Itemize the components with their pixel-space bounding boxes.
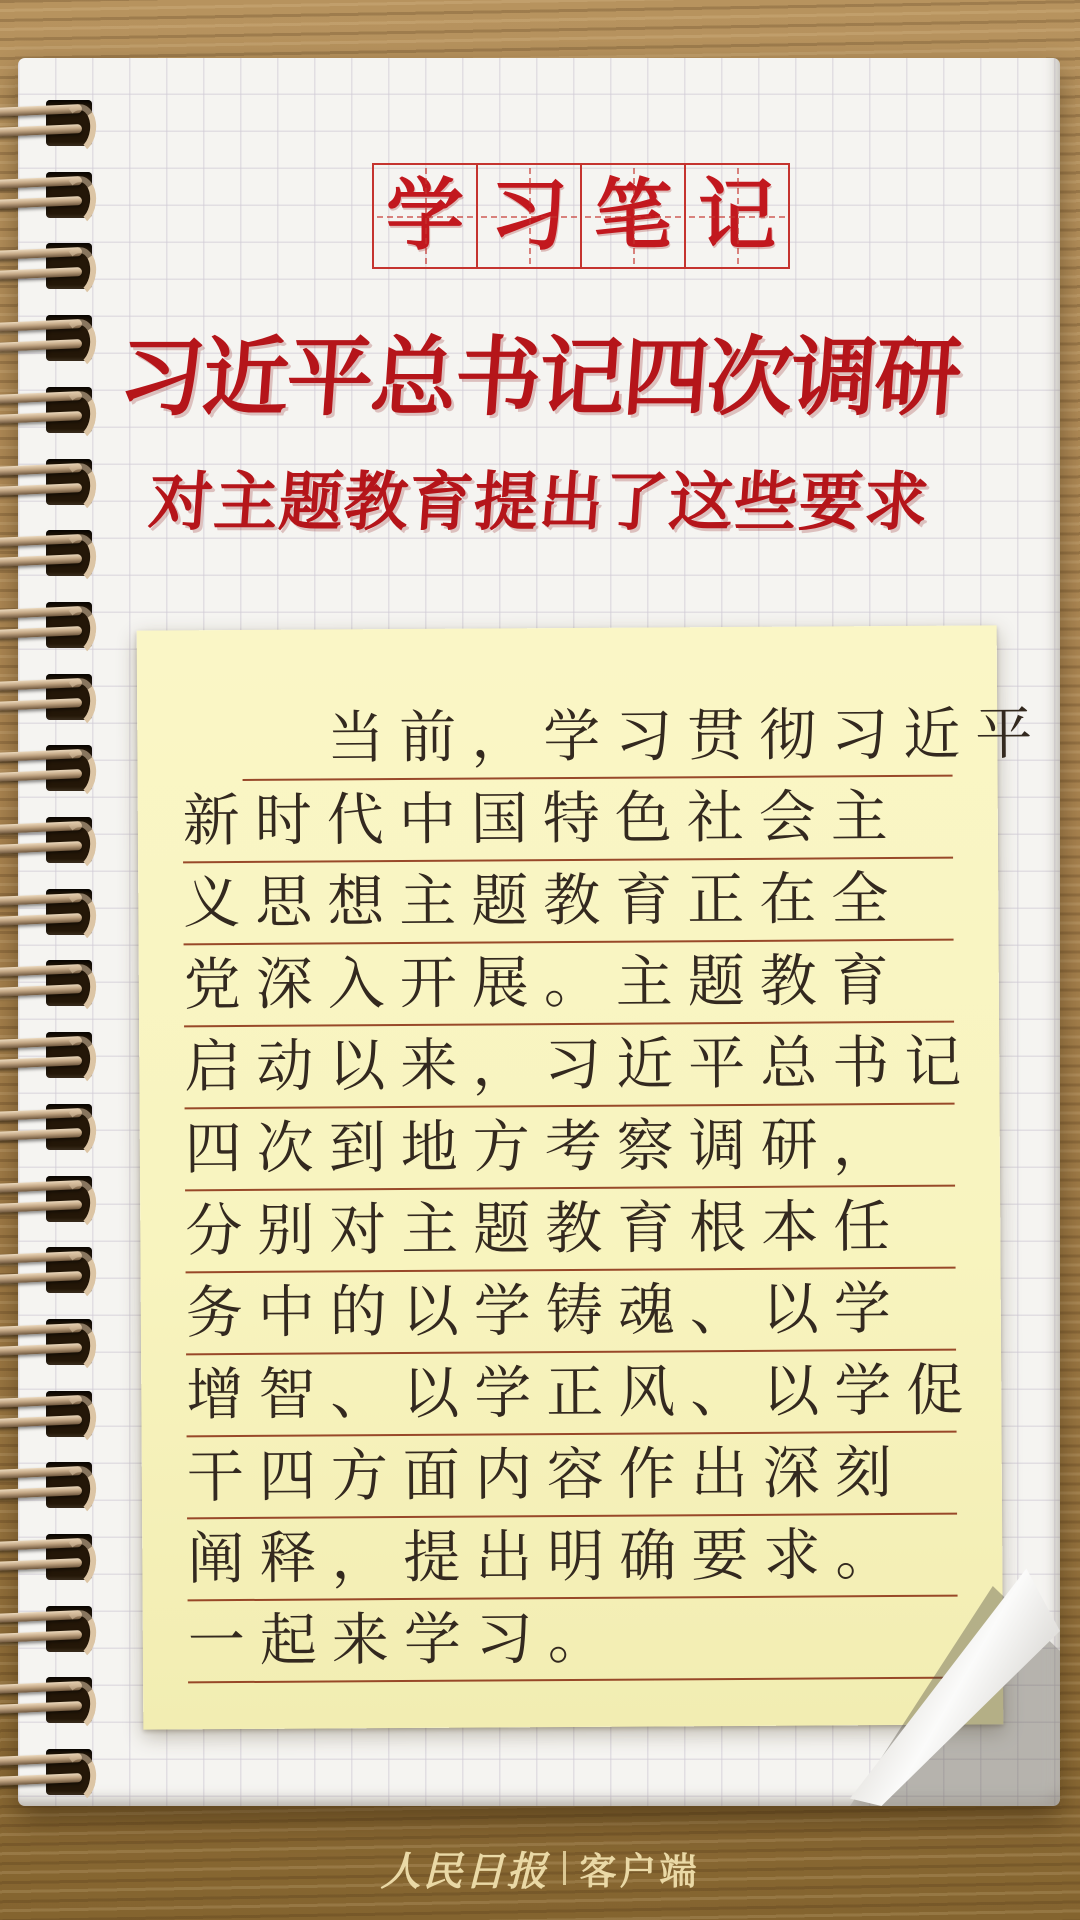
note-line: 当前，学习贯彻习近平 bbox=[242, 695, 952, 781]
title-grid-cell bbox=[476, 163, 582, 269]
binding-ring bbox=[0, 530, 100, 576]
binding-ring bbox=[0, 1606, 100, 1652]
binding-ring bbox=[0, 1677, 100, 1723]
brand-logo-script: 人民日报 bbox=[380, 1847, 549, 1895]
binding-ring bbox=[0, 1749, 100, 1795]
title-grid-cell bbox=[372, 163, 478, 269]
brand-client-label: 客户端 bbox=[579, 1850, 700, 1893]
page-curl bbox=[850, 1556, 1060, 1806]
title-char: 学 bbox=[385, 170, 464, 261]
title-grid-cell bbox=[580, 163, 686, 269]
title-char: 笔 bbox=[593, 170, 672, 261]
title-char: 记 bbox=[697, 170, 776, 261]
title-char: 习 bbox=[489, 170, 568, 261]
binding-ring bbox=[0, 459, 100, 505]
brand-footer bbox=[0, 1843, 1080, 1893]
binding-ring bbox=[0, 674, 100, 720]
note-line: 干四方面内容作出深刻 bbox=[187, 1433, 957, 1520]
binding-ring bbox=[0, 1391, 100, 1437]
binding-ring bbox=[0, 315, 100, 361]
note-line: 务中的以学铸魂、以学 bbox=[186, 1269, 956, 1356]
note-line: 启动以来，习近平总书记 bbox=[184, 1023, 954, 1110]
binding-ring bbox=[0, 889, 100, 935]
binding-ring bbox=[0, 745, 100, 791]
headline-line-1: 习近平总书记四次调研 bbox=[115, 327, 963, 428]
binding-ring bbox=[0, 1319, 100, 1365]
binding-ring bbox=[0, 1104, 100, 1150]
title-grid bbox=[374, 163, 790, 269]
binding-ring bbox=[0, 1176, 100, 1222]
title-grid-cell bbox=[684, 163, 790, 269]
note-line: 义思想主题教育正在全 bbox=[183, 859, 953, 946]
binding-ring bbox=[0, 387, 100, 433]
note-line: 分别对主题教育根本任 bbox=[185, 1187, 955, 1274]
note-line: 党深入开展。主题教育 bbox=[184, 941, 954, 1028]
binding-ring bbox=[0, 1247, 100, 1293]
binding-ring bbox=[0, 1462, 100, 1508]
binding-ring bbox=[0, 817, 100, 863]
binding-ring bbox=[0, 172, 100, 218]
note-line: 新时代中国特色社会主 bbox=[183, 777, 953, 864]
spiral-binding bbox=[0, 0, 110, 1920]
binding-ring bbox=[0, 1534, 100, 1580]
binding-ring bbox=[0, 100, 100, 146]
notebook-page bbox=[18, 58, 1060, 1806]
brand-divider bbox=[563, 1851, 566, 1885]
binding-ring bbox=[0, 602, 100, 648]
note-line: 阐释，提出明确要求。 bbox=[187, 1515, 957, 1602]
note-line: 一起来学习。 bbox=[188, 1597, 958, 1684]
binding-ring bbox=[0, 243, 100, 289]
note-line: 四次到地方考察调研， bbox=[185, 1105, 955, 1192]
binding-ring bbox=[0, 1032, 100, 1078]
headline-line-2: 对主题教育提出了这些要求 bbox=[146, 465, 932, 540]
binding-ring bbox=[0, 960, 100, 1006]
note-line: 增智、以学正风、以学促 bbox=[186, 1351, 956, 1438]
